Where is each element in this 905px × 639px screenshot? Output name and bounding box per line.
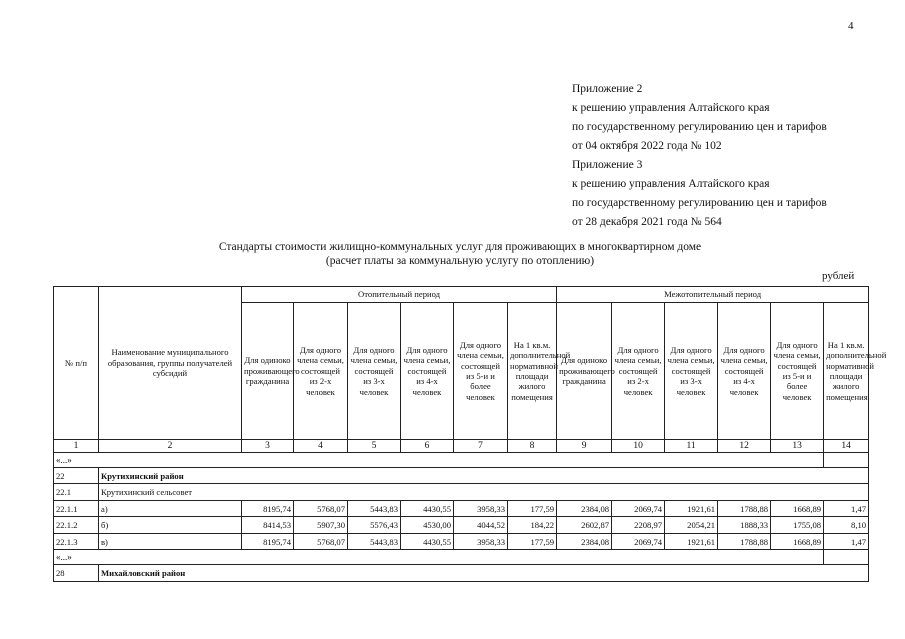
annex-line: по государственному регулированию цен и тарифов [572,197,827,209]
value-cell: 177,59 [508,501,557,517]
value-cell: 2384,08 [557,501,612,517]
value-cell: 8195,74 [242,534,294,550]
annex-title: Приложение 2 [572,83,643,95]
annex-line: по государственному регулированию цен и тарифов [572,121,827,133]
annex-title: Приложение 3 [572,159,643,171]
value-cell: 1668,89 [771,534,824,550]
header-num: № п/п [54,287,99,440]
column-number: 4 [294,440,348,453]
header-row-periods [54,287,869,303]
table-row [54,565,869,582]
value-cell: 8195,74 [242,501,294,517]
header-extra-area: На 1 кв.м. дополнительной нормативной площади жилого помещения [824,303,869,440]
value-cell: 5907,30 [294,517,348,534]
value-cell: 4530,00 [401,517,454,534]
row-number: 22.1.1 [54,501,99,517]
header-family-4: Для одного члена семьи, состоящей из 4-х человек [718,303,771,440]
column-number: 10 [612,440,665,453]
row-number: 22.1 [54,484,99,501]
header-family-5plus: Для одного члена семьи, состоящей из 5-и и более человек [771,303,824,440]
table-row [54,501,869,517]
ellipsis-cell: «...» [54,453,824,468]
ellipsis-cell: «...» [54,550,824,565]
annex-block-3 [572,156,827,232]
page-number: 4 [848,20,854,32]
column-number: 11 [665,440,718,453]
table-row [54,534,869,550]
value-cell: 1788,88 [718,501,771,517]
value-cell: 4430,55 [401,534,454,550]
value-cell: 8414,53 [242,517,294,534]
header-single: Для одиноко проживающего гражданина [242,303,294,440]
header-family-4: Для одного члена семьи, состоящей из 4-х человек [401,303,454,440]
group-label: в) [99,534,242,550]
value-cell: 2054,21 [665,517,718,534]
table-row [54,453,869,468]
value-cell: 4044,52 [454,517,508,534]
annex-block-2 [572,80,827,156]
value-cell: 5768,07 [294,534,348,550]
header-family-3: Для одного члена семьи, состоящей из 3-х человек [665,303,718,440]
document-title: Стандарты стоимости жилищно-коммунальных услуг для проживающих в многоквартирном доме [218,241,702,253]
group-label: б) [99,517,242,534]
value-cell: 177,59 [508,534,557,550]
header-extra-area: На 1 кв.м. дополнительной нормативной площади жилого помещения [508,303,557,440]
value-cell: 5576,43 [348,517,401,534]
value-cell: 1888,33 [718,517,771,534]
district-name: Крутихинский район [99,468,869,484]
council-name: Крутихинский сельсовет [99,484,869,501]
row-number: 22.1.3 [54,534,99,550]
column-number: 6 [401,440,454,453]
header-heating-period: Отопительный период [242,287,557,303]
value-cell: 1921,61 [665,534,718,550]
value-cell: 1668,89 [771,501,824,517]
group-label: а) [99,501,242,517]
header-family-2: Для одного члена семьи, состоящей из 2-х человек [612,303,665,440]
column-number: 7 [454,440,508,453]
annex-line: к решению управления Алтайского края [572,102,770,114]
value-cell: 184,22 [508,517,557,534]
value-cell: 1,47 [824,534,869,550]
column-numbers-row [54,440,869,453]
header-name: Наименование муниципального образования, группы получателей субсидий [99,287,242,440]
row-number: 28 [54,565,99,582]
column-number: 3 [242,440,294,453]
value-cell: 5443,83 [348,501,401,517]
header-interheating-period: Межотопительный период [557,287,869,303]
value-cell: 2069,74 [612,501,665,517]
row-number: 22 [54,468,99,484]
column-number: 14 [824,440,869,453]
header-family-5plus: Для одного члена семьи, состоящей из 5-и и более человек [454,303,508,440]
value-cell: 1788,88 [718,534,771,550]
column-number: 8 [508,440,557,453]
value-cell: 4430,55 [401,501,454,517]
value-cell: 2069,74 [612,534,665,550]
column-number: 5 [348,440,401,453]
value-cell: 2208,97 [612,517,665,534]
value-cell: 1921,61 [665,501,718,517]
tariff-table [53,286,887,582]
value-cell: 3958,33 [454,534,508,550]
column-number: 1 [54,440,99,453]
value-cell: 8,10 [824,517,869,534]
header-single: Для одиноко проживающего гражданина [557,303,612,440]
table-row [54,484,869,501]
table-row [54,517,869,534]
column-number: 9 [557,440,612,453]
value-cell: 2384,08 [557,534,612,550]
value-cell: 2602,87 [557,517,612,534]
row-number: 22.1.2 [54,517,99,534]
table-row [54,550,869,565]
value-cell: 5768,07 [294,501,348,517]
value-cell: 1755,08 [771,517,824,534]
empty-cell [824,550,869,565]
annex-line: к решению управления Алтайского края [572,178,770,190]
value-cell: 5443,83 [348,534,401,550]
empty-cell [824,453,869,468]
header-family-2: Для одного члена семьи, состоящей из 2-х человек [294,303,348,440]
annex-date: от 04 октября 2022 года № 102 [572,140,722,152]
column-number: 13 [771,440,824,453]
district-name: Михайловский район [99,565,869,582]
column-number: 12 [718,440,771,453]
table-row [54,468,869,484]
header-family-3: Для одного члена семьи, состоящей из 3-х человек [348,303,401,440]
column-number: 2 [99,440,242,453]
annex-date: от 28 декабря 2021 года № 564 [572,216,722,228]
document-subtitle: (расчет платы за коммунальную услугу по отоплению) [325,255,595,267]
table-body [54,453,869,582]
value-cell: 1,47 [824,501,869,517]
units-label: рублей [822,270,855,282]
value-cell: 3958,33 [454,501,508,517]
